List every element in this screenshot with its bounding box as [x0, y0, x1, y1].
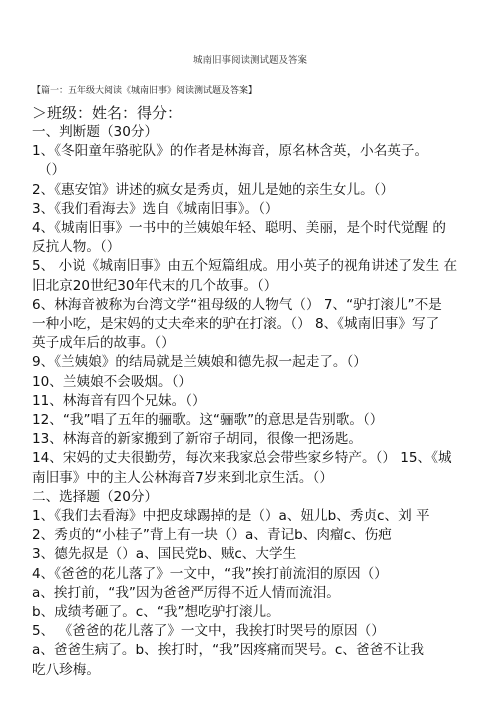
text-line: a、爸爸生病了。b、挨打时，“我”因疼痛而哭号。c、爸爸不让我 — [32, 642, 424, 659]
text-line: 吃八珍梅。 — [32, 661, 100, 678]
text-line: 一种小吃，是宋妈的丈夫牵来的驴在打滚。（） 8、《城南旧事》写了 — [32, 316, 440, 333]
text-line: 5、 小说《城南旧事》由五个短篇组成。用小英子的视角讲述了发生 在 — [32, 258, 458, 275]
text-line: 6、林海音被称为台湾文学“祖母级的人物气（） 7、“驴打滚儿”不是 — [32, 296, 442, 313]
text-line: 3、《我们看海去》选自《城南旧事》。（） — [32, 200, 279, 217]
text-line: 14、宋妈的丈夫很勤劳，每次来我家总会带些家乡特产。（） 15、《城 — [32, 450, 452, 467]
text-line: 4、《城南旧事》一书中的兰姨娘年轻、聪明、美丽，是个时代觉醒 的 — [32, 220, 446, 237]
text-line: 1、《我们去看海》中把皮球踢掉的是（）a、妞儿b、秀贞c、刘 平 — [32, 508, 430, 525]
text-line: 2、《惠安馆》讲述的疯女是秀贞，妞儿是她的亲生女儿。（） — [32, 181, 395, 198]
text-line: 南旧事》中的主人公林海音7岁来到北京生活。（） — [32, 469, 333, 486]
text-line: 3、德先叔是（）a、国民党b、贼c、大学生 — [32, 546, 297, 563]
text-line: 2、秀贞的“小桂子”背上有一块（）a、青记b、肉瘤c、伤疤 — [32, 527, 392, 544]
section-heading-judgement: 一、判断题（30分） — [32, 124, 159, 140]
text-line: 12、“我”唱了五年的骊歌。这“骊歌”的意思是告别歌。（） — [32, 412, 384, 429]
text-line: b、成绩考砸了。c、“我”想吃驴打滚儿。 — [32, 604, 280, 621]
text-line: 9、《兰姨娘》的结局就是兰姨娘和德先叔一起走了。（） — [32, 354, 367, 371]
text-line: 13、林海音的新家搬到了新帘子胡同，很像一把汤匙。 — [32, 431, 362, 448]
text-line: a、挨打前，“我”因为爸爸严厉得不近人情而流泪。 — [32, 584, 340, 601]
text-line: 11、林海音有四个兄妹。（） — [32, 392, 206, 409]
document-subtitle: 【篇一：五年级大阅读《城南旧事》阅读测试题及答案】 — [32, 86, 258, 96]
text-line: 1、《冬阳童年骆驼队》的作者是林海音，原名林含英，小名英子。 — [32, 143, 429, 160]
text-line: 10、兰姨娘不会吸烟。（） — [32, 373, 193, 390]
text-line: （） — [38, 162, 66, 179]
section-heading-choice: 二、选择题（20分） — [32, 488, 159, 505]
text-line: 5、 《爸爸的花儿落了》一文中，我挨打时哭号的原因（） — [32, 623, 385, 640]
text-line: 反抗人物。（） — [32, 239, 121, 256]
text-line: 英子成年后的故事。（） — [32, 335, 175, 352]
student-info-line: ＞班级：姓名：得分： — [32, 104, 183, 122]
document-body — [32, 103, 472, 680]
text-line: 旧北京20世纪30年代末的几个故事。（） — [32, 277, 278, 294]
text-line: 4、《爸爸的花儿落了》一文中，“我”挨打前流泪的原因（） — [32, 565, 388, 582]
document-title: 城南旧事阅读测试题及答案 — [192, 55, 307, 66]
